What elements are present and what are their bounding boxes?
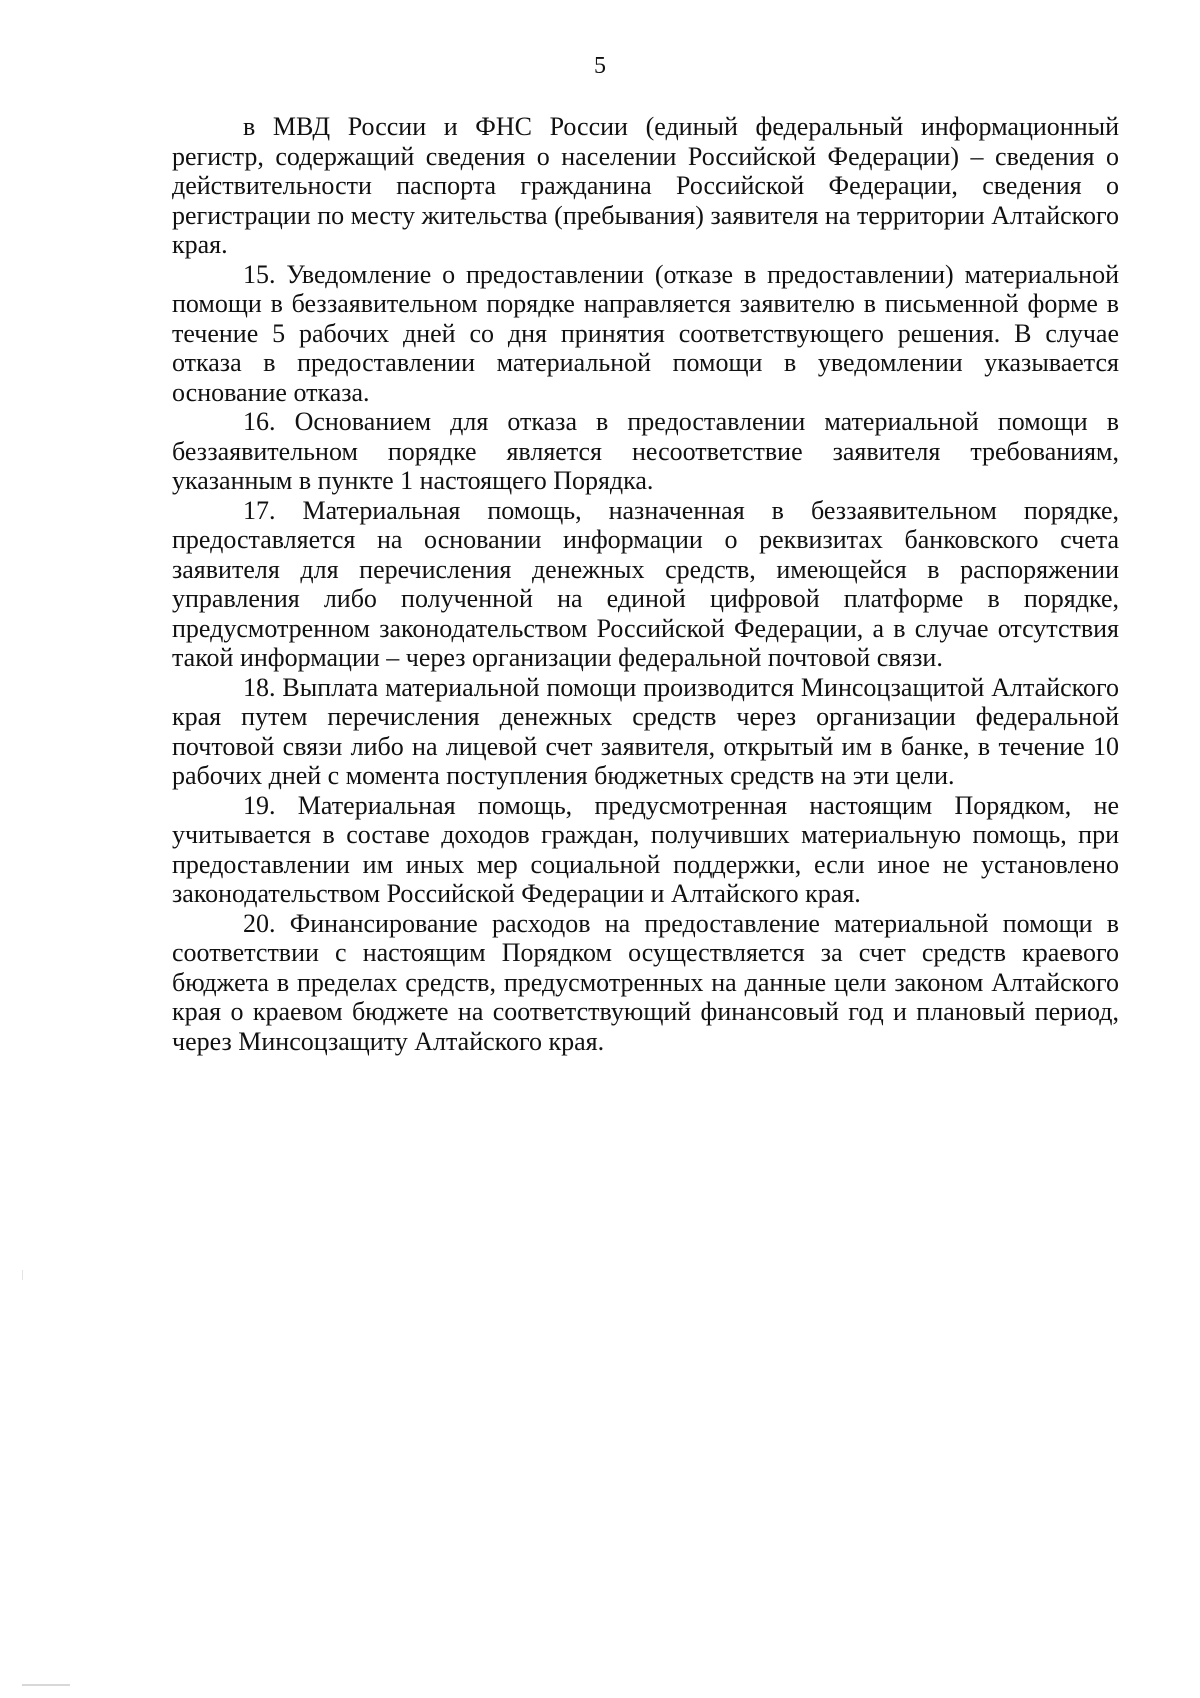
scan-artifact [22,1684,70,1686]
paragraph-continuation: в МВД России и ФНС России (единый федеральный информационный регистр, содержащий сведения о населении Российской Федерации) – сведения о действительности паспорта гражданина Российской Федерации, сведения о регистрации по месту жительства (пребывания) заявителя на территории Алтайского края. [172,112,1119,259]
page-number: 5 [594,53,606,79]
paragraph-17: 17. Материальная помощь, назначенная в беззаявительном порядке, предоставляется на основании информации о реквизитах банковского счета заявителя для перечисления денежных средств, имеющейся в распоряжении управления либо полученной на единой цифровой платформе в порядке, предусмотренном законодательством Российской Федерации, а в случае отсутствия такой информации – через организации федеральной почтовой связи. [172,495,1119,672]
paragraph-16: 16. Основанием для отказа в предоставлении материальной помощи в беззаявительном порядке является несоответствие заявителя требованиям, указанным в пункте 1 настоящего Порядка. [172,407,1119,495]
paragraph-18: 18. Выплата материальной помощи производится Минсоцзащитой Алтайского края путем перечисления денежных средств через организации федеральной почтовой связи либо на лицевой счет заявителя, открытый им в банке, в течение 10 рабочих дней с момента поступления бюджетных средств на эти цели. [172,672,1119,790]
paragraph-15: 15. Уведомление о предоставлении (отказе в предоставлении) материальной помощи в беззаявительном порядке направляется заявителю в письменной форме в течение 5 рабочих дней со дня принятия соответствующего решения. В случае отказа в предоставлении материальной помощи в уведомлении указывается основание отказа. [172,259,1119,407]
scan-artifact [22,1270,23,1280]
document-body [172,112,1119,1056]
paragraph-20: 20. Финансирование расходов на предоставление материальной помощи в соответствии с настоящим Порядком осуществляется за счет средств краевого бюджета в пределах средств, предусмотренных на данные цели законом Алтайского края о краевом бюджете на соответствующий финансовый год и плановый период, через Минсоцзащиту Алтайского края. [172,908,1119,1056]
paragraph-19: 19. Материальная помощь, предусмотренная настоящим Порядком, не учитывается в составе доходов граждан, получивших материальную помощь, при предоставлении им иных мер социальной поддержки, если иное не установлено законодательством Российской Федерации и Алтайского края. [172,790,1119,908]
